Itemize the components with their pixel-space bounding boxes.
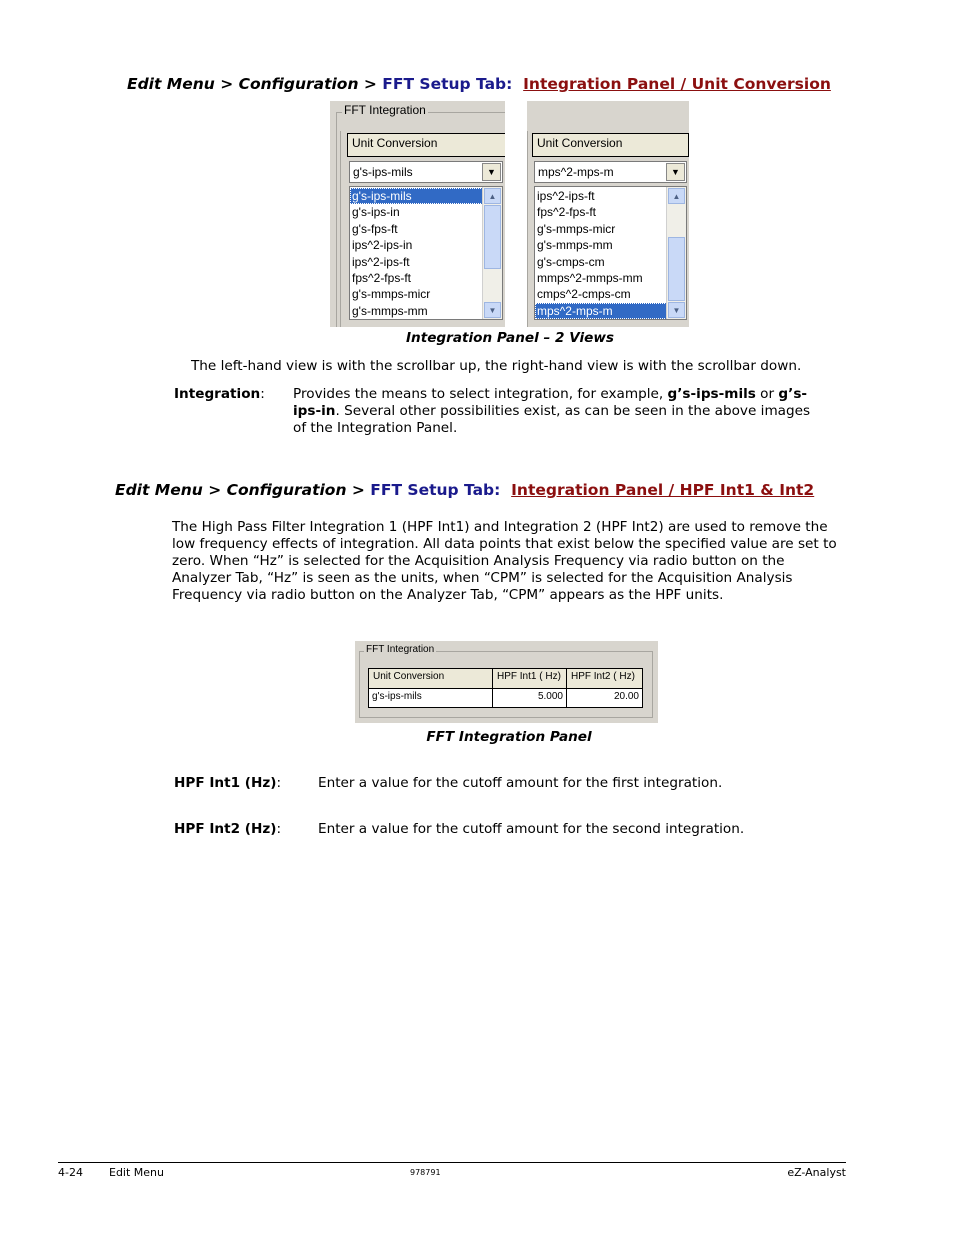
left-unit-conversion-list[interactable]	[349, 186, 503, 320]
heading-topic: Integration Panel / HPF Int1 & Int2	[511, 481, 815, 499]
col-header-unit-conversion: Unit Conversion	[368, 668, 493, 689]
term-colon: :	[260, 386, 265, 402]
intro-paragraph: The left-hand view is with the scrollbar up, the right-hand view is with the scrollbar down.	[191, 358, 802, 374]
heading-tab: FFT Setup Tab:	[370, 481, 501, 499]
left-list-item[interactable]: ips^2-ips-in	[352, 238, 413, 253]
cell-hpf-int1[interactable]: 5.000	[492, 688, 567, 708]
right-unit-conversion-list[interactable]	[534, 186, 687, 320]
groupbox-line	[340, 131, 341, 327]
group-title: FFT Integration	[344, 103, 426, 117]
heading-tab: FFT Setup Tab:	[382, 75, 513, 93]
view-separator	[505, 101, 527, 327]
left-list-scrollbar[interactable]	[482, 187, 502, 319]
term-colon: :	[276, 821, 282, 837]
left-list-item[interactable]: g's-fps-ft	[352, 221, 398, 236]
right-list-item[interactable]: g's-cmps-cm	[537, 254, 605, 269]
right-list-scrollbar[interactable]	[666, 187, 686, 319]
figure-caption-fft-panel: FFT Integration Panel	[426, 729, 592, 745]
hpf-int1-term	[174, 775, 281, 791]
hpf-paragraph: The High Pass Filter Integration 1 (HPF Int1) and Integration 2 (HPF Int2) are used to remove the low frequency effects of integration. All data points that exist below the specified value are set to zero. When “Hz” is selected for the Acquisition Analysis Frequency via radio button on the Analyzer Tab, “Hz” is seen as the units, when “CPM” is selected for the Acquisition Analysis Frequency via radio button on the Analyzer Tab, “CPM” appears as the HPF units.	[172, 519, 837, 603]
col-header-hpf-int2: HPF Int2 ( Hz)	[566, 668, 643, 689]
right-scroll-up-icon[interactable]: ▲	[668, 188, 685, 204]
integration-term	[174, 386, 265, 402]
col-header-hpf-int1: HPF Int1 ( Hz)	[492, 668, 567, 689]
right-list-item[interactable]: g's-mmps-mm	[537, 238, 613, 253]
left-unit-conversion-combo[interactable]	[349, 161, 503, 183]
footer-doc-number: 978791	[410, 1168, 441, 1177]
right-list-item[interactable]: ips^2-ips-ft	[537, 189, 595, 203]
heading-path: Edit Menu > Configuration >	[127, 75, 383, 93]
hpf-int1-label: HPF Int1 (Hz)	[174, 775, 277, 791]
right-list-item[interactable]: g's-mmps-micr	[537, 221, 616, 236]
left-list-item[interactable]: g's-ips-in	[352, 205, 400, 220]
heading-path: Edit Menu > Configuration >	[115, 481, 371, 499]
cell-hpf-int2[interactable]: 20.00	[566, 688, 643, 708]
left-list-item[interactable]: fps^2-fps-ft	[352, 270, 411, 285]
left-list-item[interactable]: g's-mmps-micr	[352, 287, 431, 302]
footer-rule	[58, 1162, 846, 1163]
footer-page-number: 4-24	[58, 1166, 83, 1179]
hpf-int2-label: HPF Int2 (Hz)	[174, 821, 277, 837]
hpf-int2-definition: Enter a value for the cutoff amount for the second integration.	[318, 821, 745, 837]
heading-topic: Integration Panel / Unit Conversion	[523, 75, 831, 93]
groupbox-line	[527, 131, 528, 327]
left-dropdown-arrow-icon[interactable]: ▼	[482, 163, 501, 181]
left-list-item[interactable]: ips^2-ips-ft	[352, 254, 410, 269]
right-list-item[interactable]: mps^2-mps-m	[535, 303, 667, 319]
fft-integration-panel-figure	[355, 641, 658, 723]
def-example-1: g’s-ips-mils	[667, 386, 756, 402]
def-text: or	[755, 386, 779, 402]
hpf-grid	[368, 668, 643, 708]
section-heading-hpf	[115, 481, 814, 499]
integration-term-label: Integration	[174, 386, 261, 402]
right-list-item[interactable]: fps^2-fps-ft	[537, 205, 596, 220]
left-combo-value: g's-ips-mils	[353, 165, 413, 179]
left-scroll-thumb[interactable]	[484, 205, 501, 269]
group-title: FFT Integration	[366, 644, 435, 655]
left-scroll-down-icon[interactable]: ▼	[484, 302, 501, 318]
groupbox-line	[336, 112, 337, 327]
right-scroll-down-icon[interactable]: ▼	[668, 302, 685, 318]
right-combo-value: mps^2-mps-m	[538, 165, 614, 179]
left-list-item[interactable]: g's-mmps-mm	[352, 303, 428, 318]
integration-panel-figure	[330, 101, 689, 327]
def-text: . Several other possibilities exist, as can be seen in the above images of the Integration Panel.	[293, 403, 811, 436]
right-unit-conversion-combo[interactable]	[534, 161, 687, 183]
left-unit-conversion-header: Unit Conversion	[347, 133, 505, 157]
figure-caption-two-views: Integration Panel – 2 Views	[405, 330, 615, 346]
right-list-item[interactable]: mmps^2-mmps-mm	[537, 270, 643, 285]
left-scroll-up-icon[interactable]: ▲	[484, 188, 501, 204]
right-scroll-thumb[interactable]	[668, 237, 685, 301]
footer-product: eZ-Analyst	[787, 1166, 846, 1179]
hpf-int2-term	[174, 821, 281, 837]
section-heading-unit-conversion	[127, 75, 831, 93]
hpf-int1-definition: Enter a value for the cutoff amount for the first integration.	[318, 775, 723, 791]
left-list-item[interactable]: g's-ips-mils	[350, 188, 483, 204]
footer-section: Edit Menu	[109, 1166, 164, 1179]
def-text: Provides the means to select integration, for example,	[293, 386, 668, 402]
right-dropdown-arrow-icon[interactable]: ▼	[666, 163, 685, 181]
right-unit-conversion-header: Unit Conversion	[532, 133, 689, 157]
cell-unit-conversion[interactable]: g's-ips-mils	[368, 688, 493, 708]
term-colon: :	[276, 775, 282, 791]
right-list-item[interactable]: cmps^2-cmps-cm	[537, 287, 631, 302]
def-example-2: g’s-ips-in	[293, 386, 808, 419]
integration-definition	[293, 386, 823, 437]
